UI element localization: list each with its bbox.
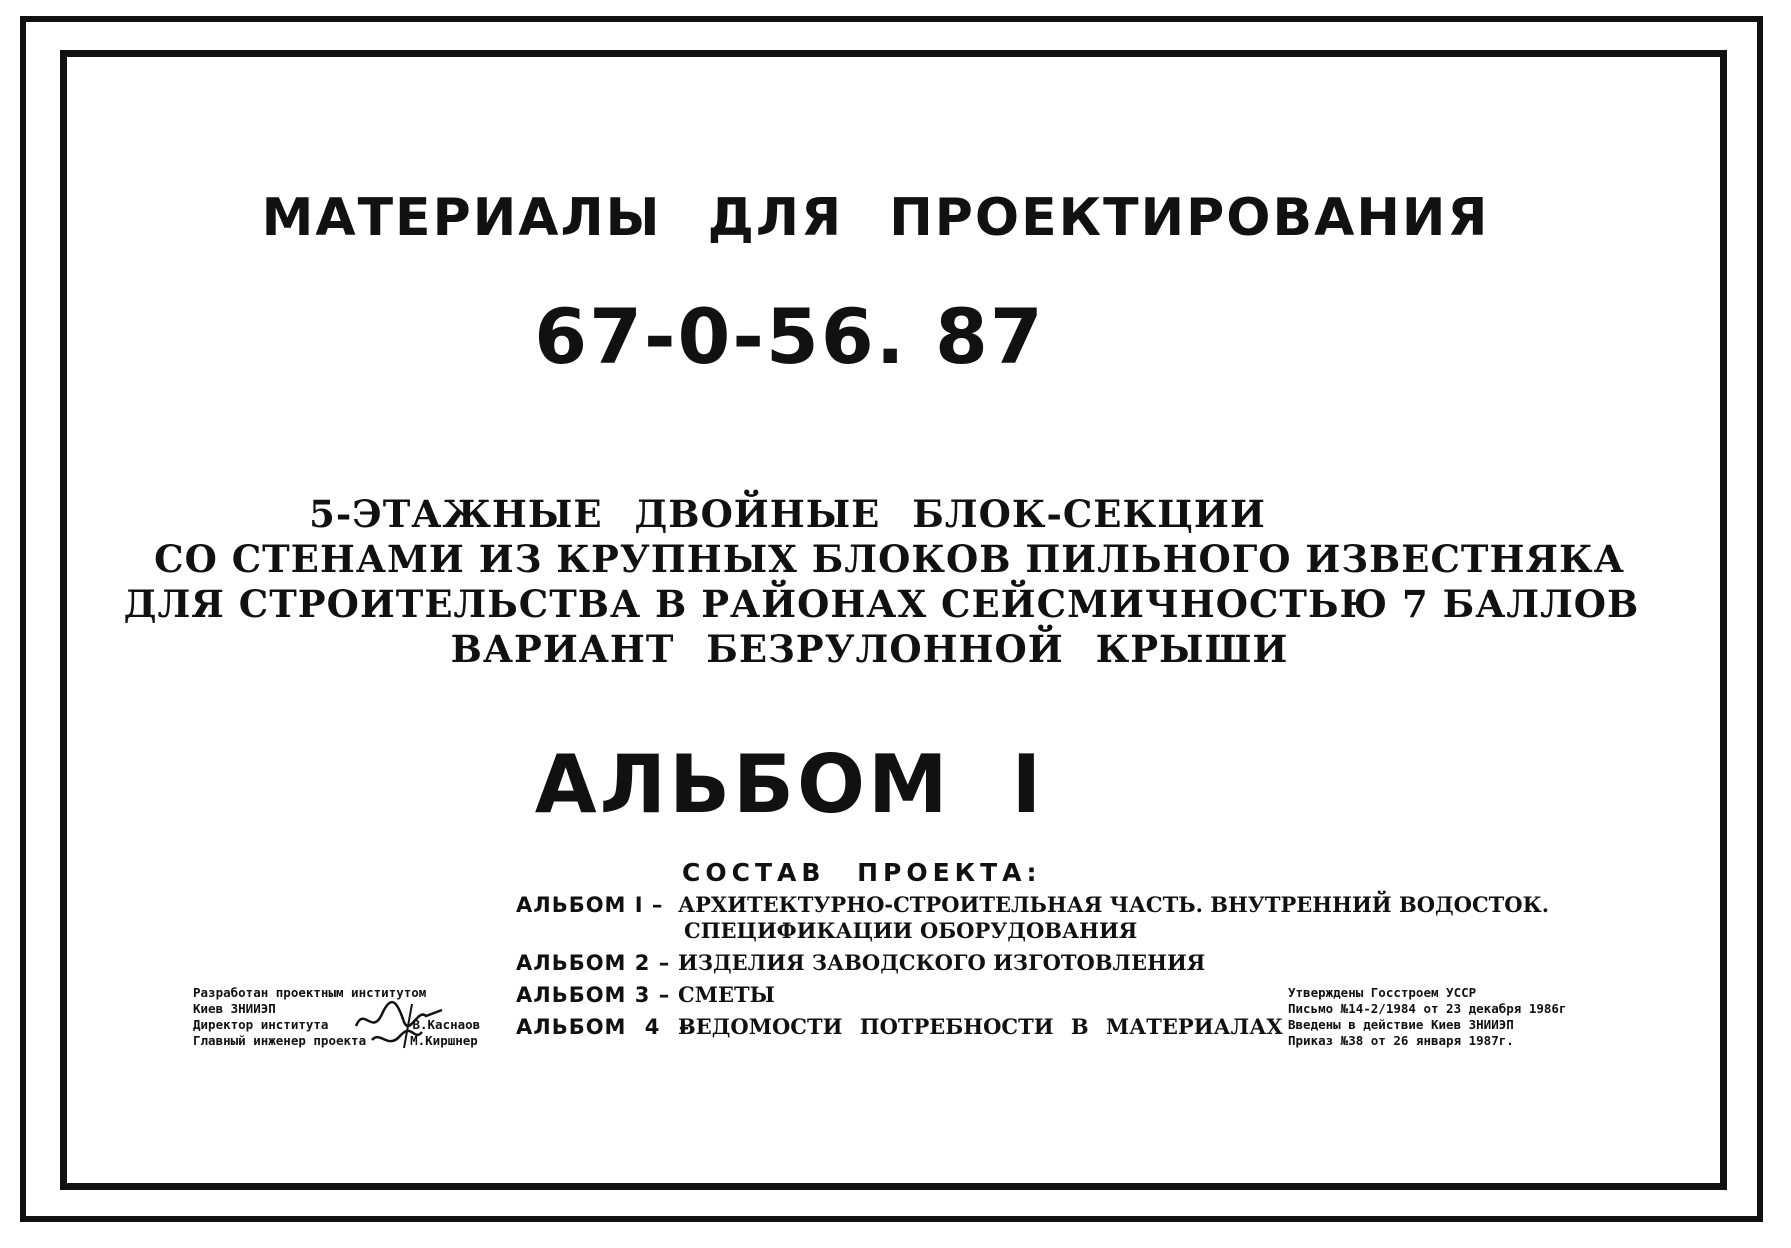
subtitle-line-4: ВАРИАНТ БЕЗРУЛОННОЙ КРЫШИ [450,627,1289,671]
album-list-item [516,982,775,1007]
album-label: АЛЬБОМ 3 – [516,983,671,1007]
album-label: АЛЬБОМ 2 – [516,951,671,975]
album-description: СМЕТЫ [678,982,775,1007]
document-code: 67-0-56. 87 [534,292,1045,381]
developer-line: Киев ЗНИИЭП [193,1001,276,1016]
director-label: Директор института [193,1017,329,1032]
album-label: АЛЬБОМ I – [516,893,664,917]
album-description: ИЗДЕЛИЯ ЗАВОДСКОГО ИЗГОТОВЛЕНИЯ [678,950,1206,975]
album-list-item [516,1014,1283,1039]
album-title: АЛЬБОМ I [534,738,1045,831]
composition-heading: СОСТАВ ПРОЕКТА: [682,858,1042,887]
album-description: ВЕДОМОСТИ ПОТРЕБНОСТИ В МАТЕРИАЛАХ [678,1014,1283,1039]
chief-engineer-name: М.Киршнер [410,1033,478,1048]
signature-scribble [352,996,462,1056]
approval-line: Утверждены Госстроем УССР [1288,985,1477,1000]
approval-line: Письмо №14-2/1984 от 23 декабря 1986г [1288,1001,1567,1016]
album-label: АЛЬБОМ 4 – [516,1015,691,1039]
subtitle-line-3: ДЛЯ СТРОИТЕЛЬСТВА В РАЙОНАХ СЕЙСМИЧНОСТЬЮ 7 БАЛЛОВ [123,582,1640,626]
album-description: АРХИТЕКТУРНО-СТРОИТЕЛЬНАЯ ЧАСТЬ. ВНУТРЕННИЙ ВОДОСТОК. [678,892,1550,917]
approval-line: Введены в действие Киев ЗНИИЭП [1288,1017,1514,1032]
subtitle-line-1: 5-ЭТАЖНЫЕ ДВОЙНЫЕ БЛОК-СЕКЦИИ [309,492,1266,536]
document-header-title: МАТЕРИАЛЫ ДЛЯ ПРОЕКТИРОВАНИЯ [261,188,1490,248]
album-list-item [516,950,1205,975]
subtitle-line-2: СО СТЕНАМИ ИЗ КРУПНЫХ БЛОКОВ ПИЛЬНОГО ИЗВЕСТНЯКА [154,537,1625,581]
director-name: В.Каснаов [412,1017,481,1032]
album-list-item [516,892,1549,917]
developer-line: Разработан проектным институтом [193,985,427,1000]
album-description-continued: СПЕЦИФИКАЦИИ ОБОРУДОВАНИЯ [684,918,1138,943]
approval-block [1288,985,1566,1049]
chief-engineer-label: Главный инженер проекта [193,1033,367,1048]
approval-line: Приказ №38 от 26 января 1987г. [1288,1033,1514,1048]
